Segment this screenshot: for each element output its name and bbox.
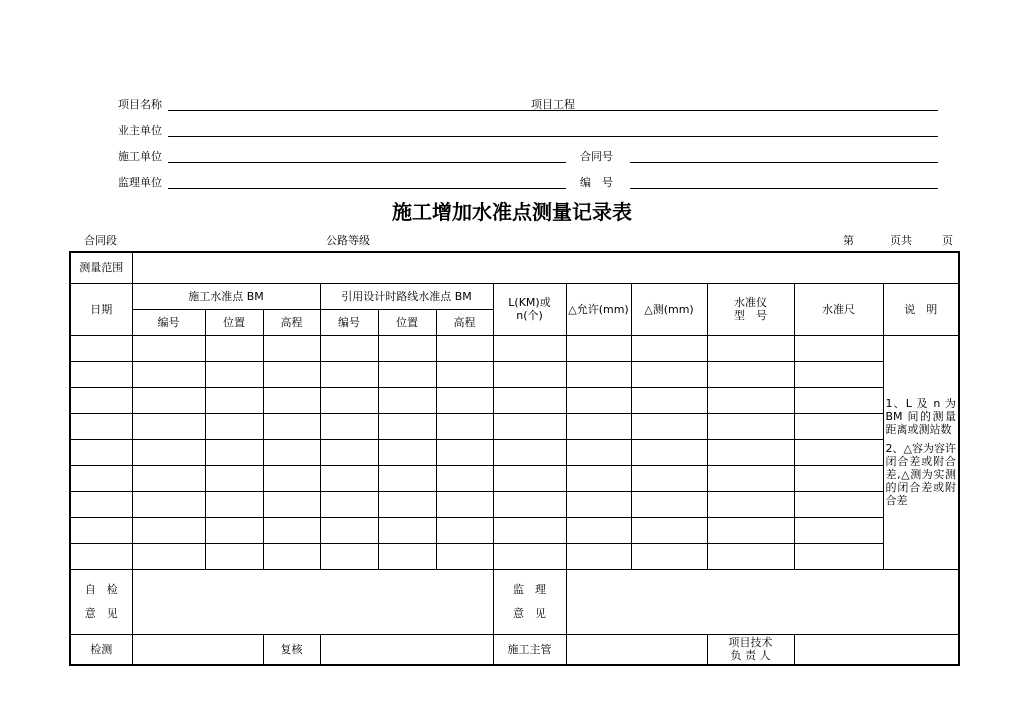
cell[interactable] xyxy=(132,413,205,439)
cell[interactable] xyxy=(132,387,205,413)
cell[interactable] xyxy=(566,335,631,361)
table-row xyxy=(70,387,959,413)
cell[interactable] xyxy=(263,335,320,361)
remark-header: 说 明 xyxy=(883,283,959,335)
table-row xyxy=(70,335,959,361)
supervisor-row xyxy=(118,174,940,190)
cell[interactable] xyxy=(493,361,566,387)
owner-label: 业主单位 xyxy=(118,124,162,137)
cell[interactable] xyxy=(205,543,263,569)
contractor-field[interactable] xyxy=(168,148,566,163)
contractor-row xyxy=(118,148,940,164)
cell[interactable] xyxy=(436,361,493,387)
cell[interactable] xyxy=(794,439,883,465)
cell[interactable] xyxy=(263,465,320,491)
cell[interactable] xyxy=(707,439,794,465)
cell[interactable] xyxy=(70,361,132,387)
project-name-value: 项目工程 xyxy=(531,98,575,111)
cell[interactable] xyxy=(263,387,320,413)
cell[interactable] xyxy=(493,413,566,439)
contract-no-field[interactable] xyxy=(630,148,938,163)
cell[interactable] xyxy=(566,517,631,543)
cell[interactable] xyxy=(263,491,320,517)
cell[interactable] xyxy=(70,465,132,491)
cell[interactable] xyxy=(631,517,707,543)
cell[interactable] xyxy=(132,465,205,491)
page-total-label: 页共 xyxy=(890,234,912,247)
cell[interactable] xyxy=(794,413,883,439)
inspect-field[interactable] xyxy=(132,634,263,665)
bm2-elevation-header: 高程 xyxy=(436,309,493,335)
cell[interactable] xyxy=(70,387,132,413)
cell[interactable] xyxy=(707,413,794,439)
bm1-elevation-header: 高程 xyxy=(263,309,320,335)
cell[interactable] xyxy=(794,543,883,569)
cell[interactable] xyxy=(436,413,493,439)
cell[interactable] xyxy=(378,543,436,569)
review-field[interactable] xyxy=(320,634,493,665)
cell[interactable] xyxy=(707,387,794,413)
cell[interactable] xyxy=(378,465,436,491)
cell[interactable] xyxy=(631,439,707,465)
bm2-position-header: 位置 xyxy=(378,309,436,335)
cell[interactable] xyxy=(493,465,566,491)
distance-header: L(KM)或 n(个) xyxy=(493,283,566,335)
cell[interactable] xyxy=(436,335,493,361)
construction-bm-header: 施工水准点 BM xyxy=(132,283,320,309)
cell[interactable] xyxy=(378,335,436,361)
page-di-label: 第 xyxy=(843,234,854,247)
serial-no-field[interactable] xyxy=(630,174,938,189)
cell[interactable] xyxy=(320,491,378,517)
table-row xyxy=(70,543,959,569)
cell[interactable] xyxy=(263,413,320,439)
manager-field[interactable] xyxy=(566,634,707,665)
cell[interactable] xyxy=(205,335,263,361)
table-row xyxy=(70,361,959,387)
cell[interactable] xyxy=(132,517,205,543)
cell[interactable] xyxy=(320,439,378,465)
cell[interactable] xyxy=(320,361,378,387)
cell[interactable] xyxy=(707,517,794,543)
cell[interactable] xyxy=(794,491,883,517)
cell[interactable] xyxy=(320,465,378,491)
cell[interactable] xyxy=(263,543,320,569)
owner-row xyxy=(118,122,940,138)
staff-header: 水准尺 xyxy=(794,283,883,335)
cell[interactable] xyxy=(263,361,320,387)
cell[interactable] xyxy=(566,387,631,413)
cell[interactable] xyxy=(707,335,794,361)
cell[interactable] xyxy=(436,491,493,517)
self-check-field[interactable] xyxy=(132,569,493,634)
cell[interactable] xyxy=(263,439,320,465)
cell[interactable] xyxy=(631,491,707,517)
inspect-label: 检测 xyxy=(70,634,132,665)
remark-note-1: 1、L 及 n 为BM 间的测量距离或测站数 xyxy=(885,397,956,436)
review-label: 复核 xyxy=(263,634,320,665)
bm1-position-header: 位置 xyxy=(205,309,263,335)
cell[interactable] xyxy=(70,335,132,361)
supervision-field[interactable] xyxy=(566,569,959,634)
owner-field[interactable] xyxy=(168,122,938,137)
serial-no-label: 编 号 xyxy=(580,176,613,189)
cell[interactable] xyxy=(631,361,707,387)
cell[interactable] xyxy=(493,387,566,413)
cell[interactable] xyxy=(566,543,631,569)
cell[interactable] xyxy=(794,361,883,387)
cell[interactable] xyxy=(320,413,378,439)
cell[interactable] xyxy=(70,517,132,543)
table-row xyxy=(70,491,959,517)
cell[interactable] xyxy=(205,387,263,413)
contract-no-label: 合同号 xyxy=(580,150,613,163)
tech-lead-field[interactable] xyxy=(794,634,959,665)
cell[interactable] xyxy=(794,387,883,413)
allowed-header: △允许(mm) xyxy=(566,283,631,335)
cell[interactable] xyxy=(566,491,631,517)
table-row xyxy=(70,517,959,543)
cell[interactable] xyxy=(566,361,631,387)
cell[interactable] xyxy=(132,335,205,361)
cell[interactable] xyxy=(205,491,263,517)
cell[interactable] xyxy=(794,335,883,361)
cell[interactable] xyxy=(132,491,205,517)
cell[interactable] xyxy=(436,517,493,543)
cell[interactable] xyxy=(378,517,436,543)
cell[interactable] xyxy=(132,439,205,465)
cell[interactable] xyxy=(205,361,263,387)
manager-label: 施工主管 xyxy=(493,634,566,665)
cell[interactable] xyxy=(70,439,132,465)
contract-section-label: 合同段 xyxy=(84,234,117,247)
cell[interactable] xyxy=(493,439,566,465)
road-grade-label: 公路等级 xyxy=(326,234,370,247)
range-field[interactable] xyxy=(132,252,959,283)
table-row xyxy=(70,439,959,465)
cell[interactable] xyxy=(320,335,378,361)
contractor-label: 施工单位 xyxy=(118,150,162,163)
cell[interactable] xyxy=(320,543,378,569)
cell[interactable] xyxy=(436,543,493,569)
survey-record-table xyxy=(69,251,960,666)
cell[interactable] xyxy=(493,335,566,361)
cell[interactable] xyxy=(70,491,132,517)
cell[interactable] xyxy=(631,543,707,569)
document-title: 施工增加水准点测量记录表 xyxy=(392,200,632,224)
cell[interactable] xyxy=(378,387,436,413)
design-bm-header: 引用设计时路线水准点 BM xyxy=(320,283,493,309)
cell[interactable] xyxy=(707,465,794,491)
cell[interactable] xyxy=(436,465,493,491)
remark-notes xyxy=(883,335,959,569)
project-name-row xyxy=(118,96,940,112)
cell[interactable] xyxy=(566,439,631,465)
cell[interactable] xyxy=(70,543,132,569)
supervisor-label: 监理单位 xyxy=(118,176,162,189)
cell[interactable] xyxy=(794,465,883,491)
remark-note-2: 2、△容为容许闭合差或附合差,△测为实测的闭合差或附合差 xyxy=(885,442,956,507)
cell[interactable] xyxy=(320,517,378,543)
cell[interactable] xyxy=(205,517,263,543)
cell[interactable] xyxy=(378,439,436,465)
cell[interactable] xyxy=(436,439,493,465)
cell[interactable] xyxy=(631,413,707,439)
self-check-label: 自 检 意 见 xyxy=(70,569,132,634)
page-ye-label: 页 xyxy=(942,234,953,247)
cell[interactable] xyxy=(205,439,263,465)
cell[interactable] xyxy=(378,361,436,387)
cell[interactable] xyxy=(707,543,794,569)
cell[interactable] xyxy=(493,543,566,569)
bm1-number-header: 编号 xyxy=(132,309,205,335)
supervisor-field[interactable] xyxy=(168,174,566,189)
cell[interactable] xyxy=(631,465,707,491)
cell[interactable] xyxy=(707,491,794,517)
cell[interactable] xyxy=(205,465,263,491)
cell[interactable] xyxy=(132,543,205,569)
cell[interactable] xyxy=(631,387,707,413)
cell[interactable] xyxy=(378,491,436,517)
cell[interactable] xyxy=(707,361,794,387)
bm2-number-header: 编号 xyxy=(320,309,378,335)
range-label: 测量范围 xyxy=(70,252,132,283)
project-name-label: 项目名称 xyxy=(118,98,162,111)
cell[interactable] xyxy=(493,491,566,517)
cell[interactable] xyxy=(378,413,436,439)
table-row xyxy=(70,413,959,439)
cell[interactable] xyxy=(631,335,707,361)
cell[interactable] xyxy=(436,387,493,413)
cell[interactable] xyxy=(205,413,263,439)
cell[interactable] xyxy=(70,413,132,439)
cell[interactable] xyxy=(493,517,566,543)
cell[interactable] xyxy=(263,517,320,543)
date-header: 日期 xyxy=(70,283,132,335)
measured-header: △测(mm) xyxy=(631,283,707,335)
table-row xyxy=(70,465,959,491)
cell[interactable] xyxy=(566,465,631,491)
level-model-header: 水准仪 型 号 xyxy=(707,283,794,335)
tech-lead-label: 项目技术 负 责 人 xyxy=(707,634,794,665)
cell[interactable] xyxy=(566,413,631,439)
cell[interactable] xyxy=(132,361,205,387)
supervision-label: 监 理 意 见 xyxy=(493,569,566,634)
cell[interactable] xyxy=(320,387,378,413)
cell[interactable] xyxy=(794,517,883,543)
